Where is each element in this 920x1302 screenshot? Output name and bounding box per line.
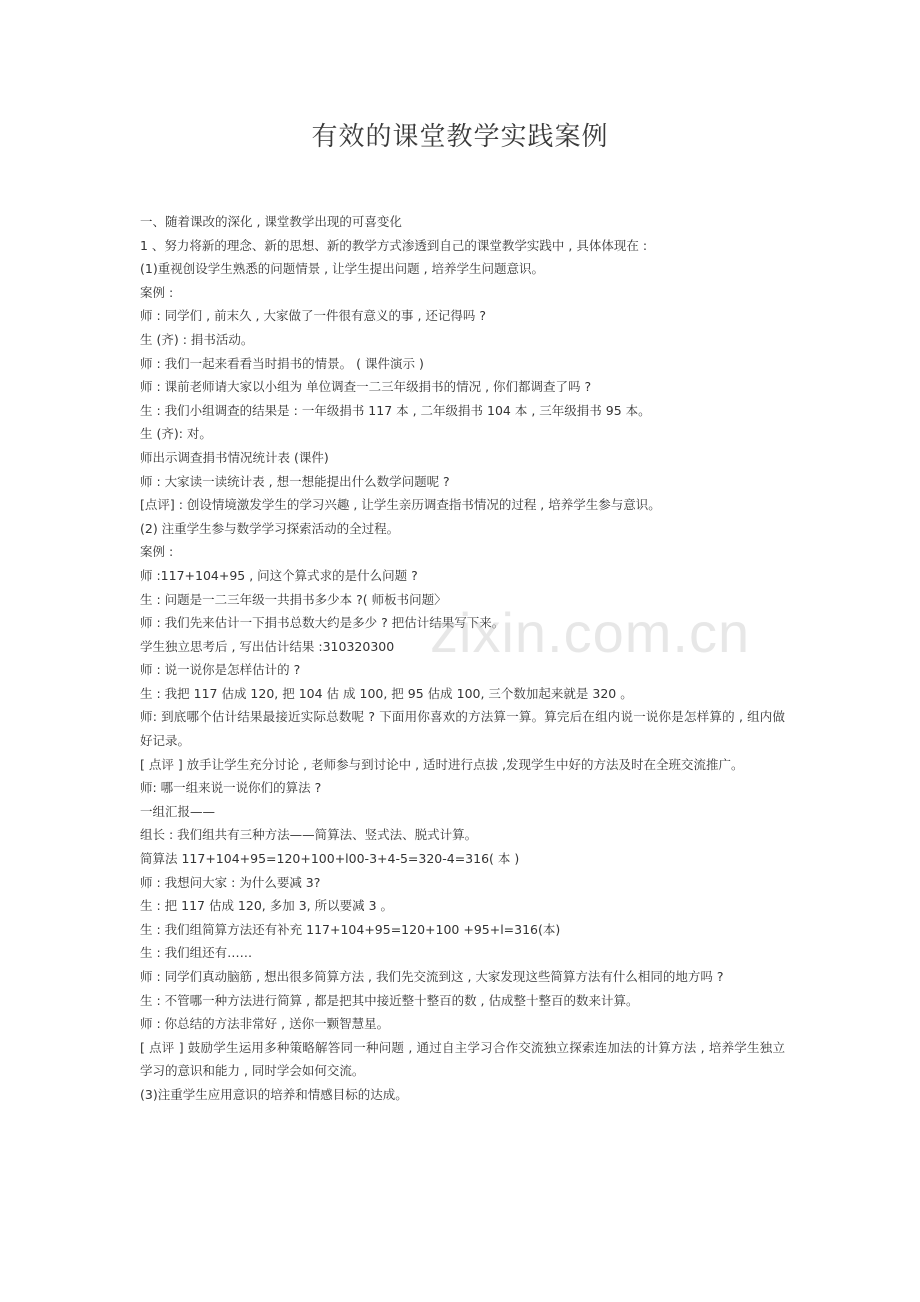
text-line: 师 : 你总结的方法非常好 , 送你一颗智慧星。 (140, 1016, 390, 1032)
text-line: 生 (齐) : 捐书活动。 (140, 331, 254, 347)
text-line: (2) 注重学生参与数学学习探索活动的全过程。 (140, 520, 400, 536)
text-line: 师 : 大家读一读统计表 , 想一想能提出什么数学问题呢 ? (140, 473, 450, 489)
text-line: 生 : 不管哪一种方法进行简算 , 都是把其中接近整十整百的数 , 估成整十整百的数来计算。 (140, 992, 639, 1008)
text-line: 师 : 我们先来估计一下捐书总数大约是多少 ? 把估计结果写下来。 (140, 615, 505, 631)
text-line: 师 :117+104+95 , 问这个算式求的是什么问题 ? (140, 567, 418, 583)
text-line: 生 (齐): 对。 (140, 426, 212, 442)
text-line: 1 、努力将新的理念、新的思想、新的教学方式渗透到自己的课堂教学实践中 , 具体体现在 : (140, 237, 648, 253)
text-line: 生 : 我们组还有…… (140, 945, 253, 961)
text-line: 一、随着课改的深化 , 课堂教学出现的可喜变化 (140, 214, 402, 229)
text-line: 生 : 我们小组调查的结果是 : 一年级捐书 117 本 , 二年级捐书 104 本 , 三年级捐书 95 本。 (140, 402, 651, 418)
text-line: 案例 : (140, 284, 174, 300)
text-paragraph: 师 : 同学们真动脑筋 , 想出很多简算方法 , 我们先交流到这 , 大家发现这些简算方法有什么相同的地方吗 ? (140, 969, 724, 984)
text-line: 师: 哪一组来说一说你们的算法 ? (140, 780, 322, 796)
watermark: zixin.com.cn (430, 601, 751, 664)
text-line: 一组汇报—— (140, 803, 216, 819)
text-line: (3)注重学生应用意识的培养和情感目标的达成。 (140, 1086, 408, 1102)
text-line: 生 : 问题是一二三年级一共捐书多少本 ?( 师板书问题〉 (140, 591, 447, 607)
text-paragraph: [ 点评 ] 鼓励学生运用多种策略解答同一种问题 , 通过自主学习合作交流独立探索连加法的计算方法 , 培养学生独立学习的意识和能力 , 同时学会如何交流。 (140, 1039, 785, 1079)
page-title: 有效的课堂教学实践案例 (311, 122, 609, 152)
text-line: 学生独立思考后 , 写出估计结果 :310320300 (140, 638, 395, 654)
text-line: [点评] : 创设情境激发学生的学习兴趣 , 让学生亲历调查指书情况的过程 , 培养学生参与意识。 (140, 497, 661, 513)
text-line: 师 : 课前老师请大家以小组为 单位调查一二三年级捐书的情况 , 你们都调查了吗 ? (140, 379, 592, 395)
text-line: 简算法 117+104+95=120+100+l00-3+4-5=320-4=316( 本 ) (140, 851, 520, 867)
text-line: 案例 : (140, 544, 174, 560)
document-body (140, 210, 785, 1107)
text-line: 师 : 我想问大家 : 为什么要减 3? (140, 874, 321, 890)
text-line: (1)重视创设学生熟悉的问题情景 , 让学生提出问题 , 培养学生问题意识。 (140, 261, 545, 277)
text-line: 生 : 我们组简算方法还有补充 117+104+95=120+100 +95+l=316(本) (140, 921, 561, 937)
text-line: 师 : 同学们 , 前末久 , 大家做了一件很有意义的事 , 还记得吗 ? (140, 308, 487, 324)
text-line: 组长 : 我们组共有三种方法——简算法、竖式法、脱式计算。 (140, 827, 478, 843)
text-line: 生 : 我把 117 估成 120, 把 104 估 成 100, 把 95 估成 100, 三个数加起来就是 320 。 (140, 685, 633, 701)
text-line: 生 : 把 117 估成 120, 多加 3, 所以要减 3 。 (140, 898, 394, 914)
text-line: 师出示调查捐书情况统计表 (课件) (140, 449, 329, 465)
text-paragraph: [ 点评 ] 放手让学生充分讨论 , 老师参与到讨论中 , 适时进行点拔 ,发现学生中好的方法及时在全班交流推广。 (140, 756, 744, 772)
text-line: 师 : 说一说你是怎样估计的 ? (140, 662, 301, 678)
text-paragraph: 师: 到底哪个估计结果最接近实际总数呢 ? 下面用你喜欢的方法算一算。算完后在组内说一说你是怎样算的 , 组内做好记录。 (140, 709, 785, 749)
text-line: 师 : 我们一起来看看当时捐书的情景。 ( 课件演示 ) (140, 355, 424, 371)
